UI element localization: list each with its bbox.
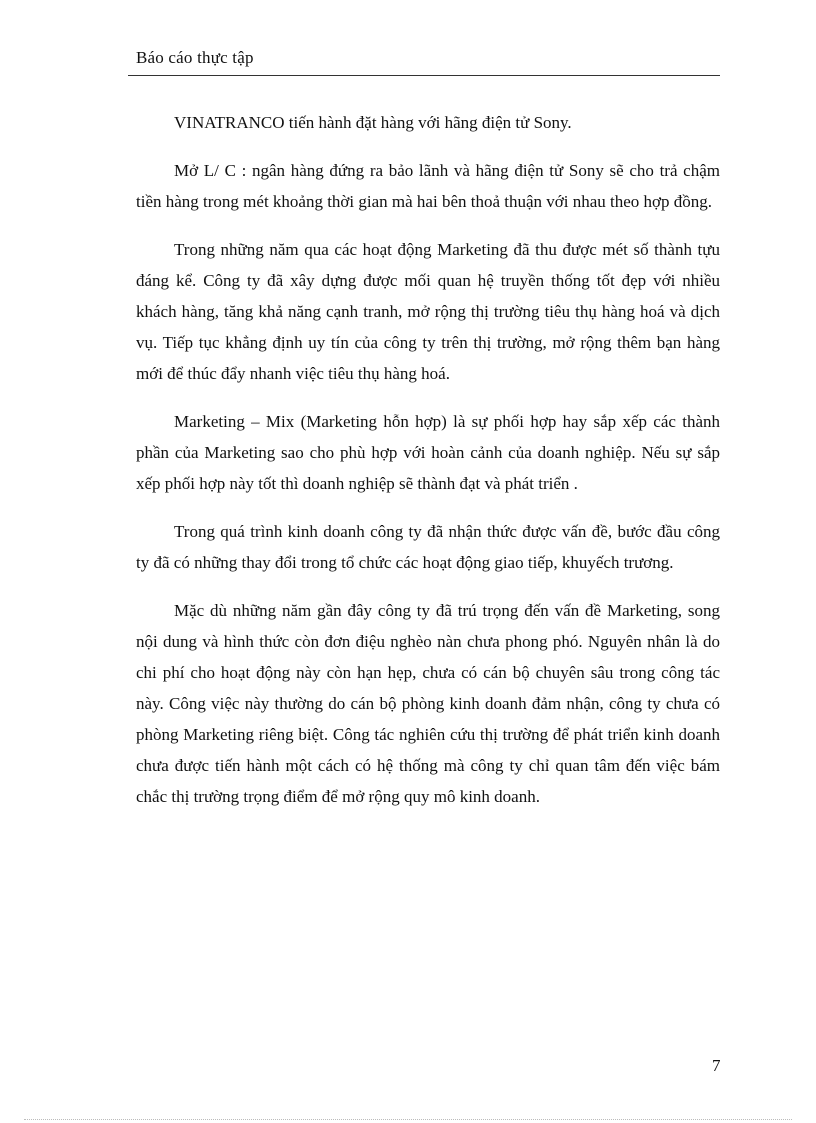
page-header-title: Báo cáo thực tập xyxy=(136,48,254,67)
paragraph-6: Mặc dù những năm gần đây công ty đã trú trọng đến vấn đề Marketing, song nội dung và hình thức còn đơn điệu nghèo nàn chưa phong phó. Nguyên nhân là do chi phí cho hoạt động này còn hạn hẹp, chưa có cán bộ chuyên sâu trong công tác này. Công việc này thường do cán bộ phòng kinh doanh đảm nhận, công ty chưa có phòng Marketing riêng biệt. Công tác nghiên cứu thị trường để phát triển kinh doanh chưa được tiến hành một cách có hệ thống mà công ty chỉ quan tâm đến việc bám chắc thị trường trọng điểm để mở rộng quy mô kinh doanh. xyxy=(136,601,720,806)
document-body xyxy=(136,107,720,829)
page-bottom-border xyxy=(24,1119,792,1120)
page-number: 7 xyxy=(712,1056,721,1075)
paragraph-2: Mở L/ C : ngân hàng đứng ra bảo lãnh và hãng điện tử Sony sẽ cho trả chậm tiền hàng trong mét khoảng thời gian mà hai bên thoả thuận với nhau theo hợp đồng. xyxy=(136,161,720,211)
paragraph-3: Trong những năm qua các hoạt động Marketing đã thu được mét số thành tựu đáng kể. Công ty đã xây dựng được mối quan hệ truyền thống tốt đẹp với nhiều khách hàng, tăng khả năng cạnh tranh, mở rộng thị trường tiêu thụ hàng hoá và dịch vụ. Tiếp tục khẳng định uy tín của công ty trên thị trường, mở rộng thêm bạn hàng mới để thúc đẩy nhanh việc tiêu thụ hàng hoá. xyxy=(136,240,720,383)
header-divider xyxy=(128,75,720,76)
paragraph-1: VINATRANCO tiến hành đặt hàng với hãng điện tử Sony. xyxy=(174,113,572,132)
paragraph-4: Marketing – Mix (Marketing hỗn hợp) là sự phối hợp hay sắp xếp các thành phần của Marketing sao cho phù hợp với hoàn cảnh của doanh nghiệp. Nếu sự sắp xếp phối hợp này tốt thì doanh nghiệp sẽ thành đạt và phát triển . xyxy=(136,412,720,493)
paragraph-5: Trong quá trình kinh doanh công ty đã nhận thức được vấn đề, bước đầu công ty đã có những thay đổi trong tổ chức các hoạt động giao tiếp, khuyếch trương. xyxy=(136,522,720,572)
